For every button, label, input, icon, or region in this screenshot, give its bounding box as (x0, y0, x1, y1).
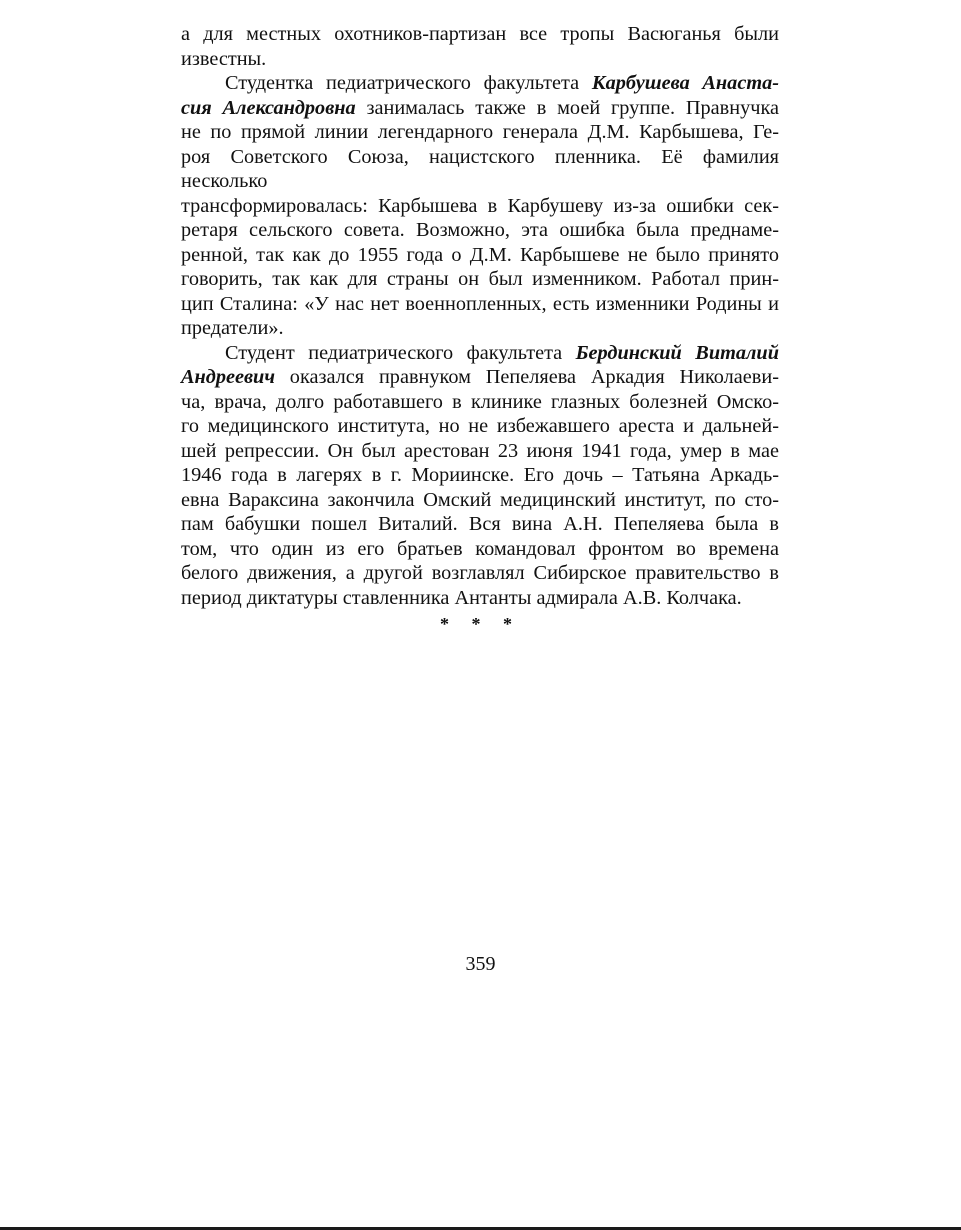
text-run: трансформировалась: Карбышева в Карбушеву из-за ошибки сек- (181, 194, 779, 217)
text-run: 1946 года в лагерях в г. Мориинске. Его дочь – Татьяна Аркадь- (181, 464, 779, 486)
emphasized-name: Андреевич (181, 366, 275, 388)
text-run: Студентка педиатрического факультета (225, 72, 592, 94)
text-run: занималась также в моей группе. Правнучка (355, 96, 779, 119)
section-separator: * * * (440, 614, 521, 634)
text-run: предатели». (181, 317, 284, 339)
text-run: евна Вараксина закончила Омский медицинский институт, по сто- (181, 488, 779, 511)
text-run: том, что один из его братьев командовал фронтом во времена (181, 537, 779, 560)
text-line (181, 341, 779, 366)
text-line (181, 488, 779, 513)
text-line (181, 218, 779, 243)
text-line (181, 439, 779, 464)
emphasized-name: Бердинский Виталий (575, 341, 779, 364)
text-run: говорить, так как для страны он был изменником. Работал прин- (181, 268, 779, 290)
text-line (181, 22, 779, 47)
text-run: период диктатуры ставленника Антанты адмирала А.В. Колчака. (181, 586, 742, 609)
text-run: цип Сталина: «У нас нет военнопленных, есть изменники Родины и (181, 292, 779, 315)
text-run: известны. (181, 47, 267, 70)
text-line (181, 365, 779, 390)
text-run: роя Советского Союза, нацистского пленника. Её фамилия несколько (181, 145, 779, 192)
text-line (181, 537, 779, 562)
paragraph (181, 341, 779, 611)
text-line (181, 292, 779, 317)
text-line (181, 463, 779, 488)
text-line (181, 316, 779, 341)
body-text (181, 22, 779, 610)
text-line (181, 243, 779, 268)
text-run: ча, врача, долго работавшего в клинике глазных болезней Омско- (181, 390, 779, 413)
text-run: а для местных охотников-партизан все тропы Васюганья были (181, 23, 779, 45)
paragraph (181, 71, 779, 341)
text-run: оказался правнуком Пепеляева Аркадия Николаеви- (274, 366, 779, 388)
text-run: го медицинского института, но не избежавшего ареста и дальней- (181, 415, 779, 437)
text-run: ретаря сельского совета. Возможно, эта ошибка была преднаме- (181, 219, 779, 241)
text-line (181, 561, 779, 586)
text-line (181, 512, 779, 537)
text-line (181, 71, 779, 96)
text-line (181, 267, 779, 292)
emphasized-name: Карбушева Анаста- (591, 72, 779, 94)
text-line (181, 586, 779, 611)
text-run: Студент педиатрического факультета (225, 341, 576, 364)
text-run: шей репрессии. Он был арестован 23 июня 1941 года, умер в мае (181, 439, 779, 462)
paragraph (181, 22, 779, 71)
emphasized-name: сия Александровна (181, 96, 356, 119)
text-run: белого движения, а другой возглавлял Сибирское правительство в (181, 562, 779, 584)
text-line (181, 414, 779, 439)
text-run: не по прямой линии легендарного генерала Д.М. Карбышева, Ге- (181, 121, 779, 143)
text-line (181, 96, 779, 121)
text-line (181, 145, 779, 194)
page-number: 359 (465, 953, 496, 975)
text-run: ренной, так как до 1955 года о Д.М. Карбышеве не было принято (181, 243, 779, 266)
text-run: пам бабушки пошел Виталий. Вся вина А.Н. Пепеляева была в (181, 513, 779, 535)
text-line (181, 47, 779, 72)
text-line (181, 120, 779, 145)
text-line (181, 390, 779, 415)
text-line (181, 194, 779, 219)
